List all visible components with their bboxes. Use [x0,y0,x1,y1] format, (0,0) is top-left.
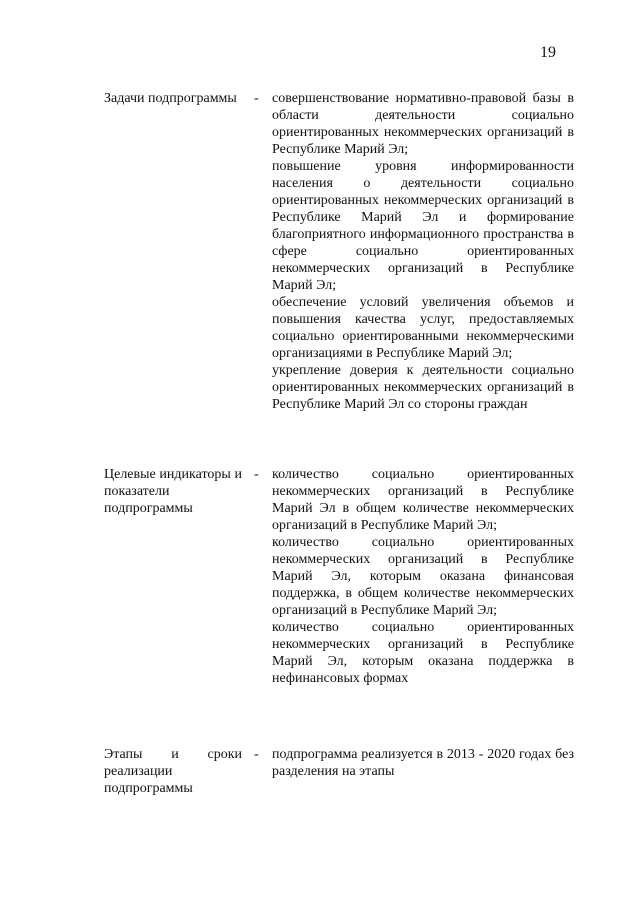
dash: - [254,91,259,106]
list-item: количество социально ориентированных некоммерческих организаций в Республике Марий Эл, которым оказана финансовая поддержка, в общем количестве некоммерческих организаций в Республике Марий Эл; [272,535,574,618]
row-items [272,746,574,780]
list-item: количество социально ориентированных некоммерческих организаций в Республике Марий Эл в общем количестве некоммерческих организаций в Республике Марий Эл; [272,467,574,533]
list-item: количество социально ориентированных некоммерческих организаций в Республике Марий Эл, которым оказана поддержка в нефинансовых формах [272,620,574,686]
row-items [272,466,574,687]
row-items [272,90,574,413]
row-label: Задачи подпрограммы [104,91,237,106]
row-label: Целевые индикаторы и показатели подпрограммы [104,467,242,516]
dash: - [254,467,259,482]
list-item: совершенствование нормативно-правовой базы в области деятельности социально ориентированных некоммерческих организаций в Республике Марий Эл; [272,91,574,157]
list-item: укрепление доверия к деятельности социально ориентированных некоммерческих организаций в Республике Марий Эл со стороны граждан [272,363,574,412]
row-label: Этапы и сроки реализации подпрограммы [104,747,242,796]
list-item: обеспечение условий увеличения объемов и повышения качества услуг, предоставляемых социально ориентированными некоммерческими организациями в Республике Марий Эл; [272,295,574,361]
dash: - [254,747,259,762]
page-number: 19 [540,44,556,61]
list-item: повышение уровня информированности населения о деятельности социально ориентированных некоммерческих организаций в Республике Марий Эл и формирование благоприятного информационного пространства в сфере социально ориентированных некоммерческих организаций в Республике Марий Эл; [272,159,574,293]
list-item: подпрограмма реализуется в 2013 - 2020 годах без разделения на этапы [272,747,574,779]
